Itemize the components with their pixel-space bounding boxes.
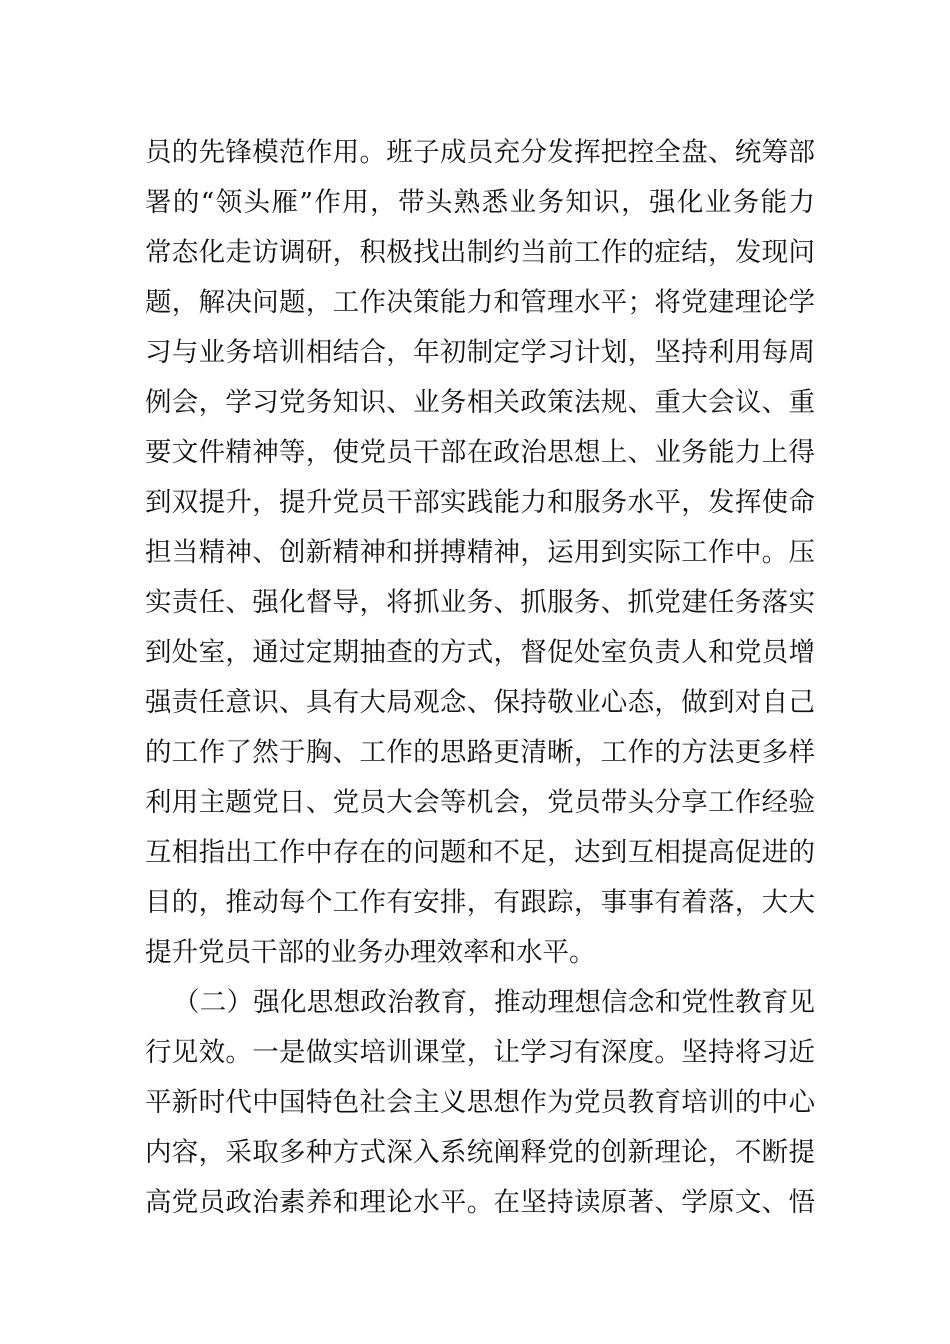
text-line: 的工作了然于胸、工作的思路更清晰，工作的方法更多样 bbox=[145, 737, 815, 768]
text-line: 习与业务培训相结合，年初制定学习计划，坚持利用每周 bbox=[145, 337, 815, 368]
text-line: 到双提升，提升党员干部实践能力和服务水平，发挥使命 bbox=[145, 487, 815, 518]
section-heading-line: （二）强化思想政治教育，推动理想信念和党性教育见 bbox=[173, 987, 815, 1018]
text-line: 目的，推动每个工作有安排，有跟踪，事事有着落，大大 bbox=[145, 887, 815, 918]
text-line: 常态化走访调研，积极找出制约当前工作的症结，发现问 bbox=[145, 237, 815, 268]
text-line: 担当精神、创新精神和拼搏精神，运用到实际工作中。压 bbox=[145, 537, 815, 568]
text-line: 互相指出工作中存在的问题和不足，达到互相提高促进的 bbox=[145, 837, 815, 868]
text-line: 强责任意识、具有大局观念、保持敬业心态，做到对自己 bbox=[145, 687, 815, 718]
text-line: 内容，采取多种方式深入系统阐释党的创新理论，不断提 bbox=[145, 1137, 815, 1168]
text-line: 署的“领头雁”作用，带头熟悉业务知识，强化业务能力 bbox=[145, 187, 815, 218]
text-line: 员的先锋模范作用。班子成员充分发挥把控全盘、统筹部 bbox=[145, 137, 815, 168]
text-line: 实责任、强化督导，将抓业务、抓服务、抓党建任务落实 bbox=[145, 587, 815, 618]
text-line: 行见效。一是做实培训课堂，让学习有深度。坚持将习近 bbox=[145, 1037, 815, 1068]
text-line: 题，解决问题，工作决策能力和管理水平；将党建理论学 bbox=[145, 287, 815, 318]
text-line: 平新时代中国特色社会主义思想作为党员教育培训的中心 bbox=[145, 1087, 815, 1118]
paragraph-end-line: 提升党员干部的业务办理效率和水平。 bbox=[145, 937, 596, 968]
text-line: 高党员政治素养和理论水平。在坚持读原著、学原文、悟 bbox=[145, 1187, 815, 1218]
text-line: 到处室，通过定期抽查的方式，督促处室负责人和党员增 bbox=[145, 637, 815, 668]
body-text bbox=[145, 128, 815, 1228]
text-line: 例会，学习党务知识、业务相关政策法规、重大会议、重 bbox=[145, 387, 815, 418]
text-line: 利用主题党日、党员大会等机会，党员带头分享工作经验 bbox=[145, 787, 815, 818]
text-line: 要文件精神等，使党员干部在政治思想上、业务能力上得 bbox=[145, 437, 815, 468]
